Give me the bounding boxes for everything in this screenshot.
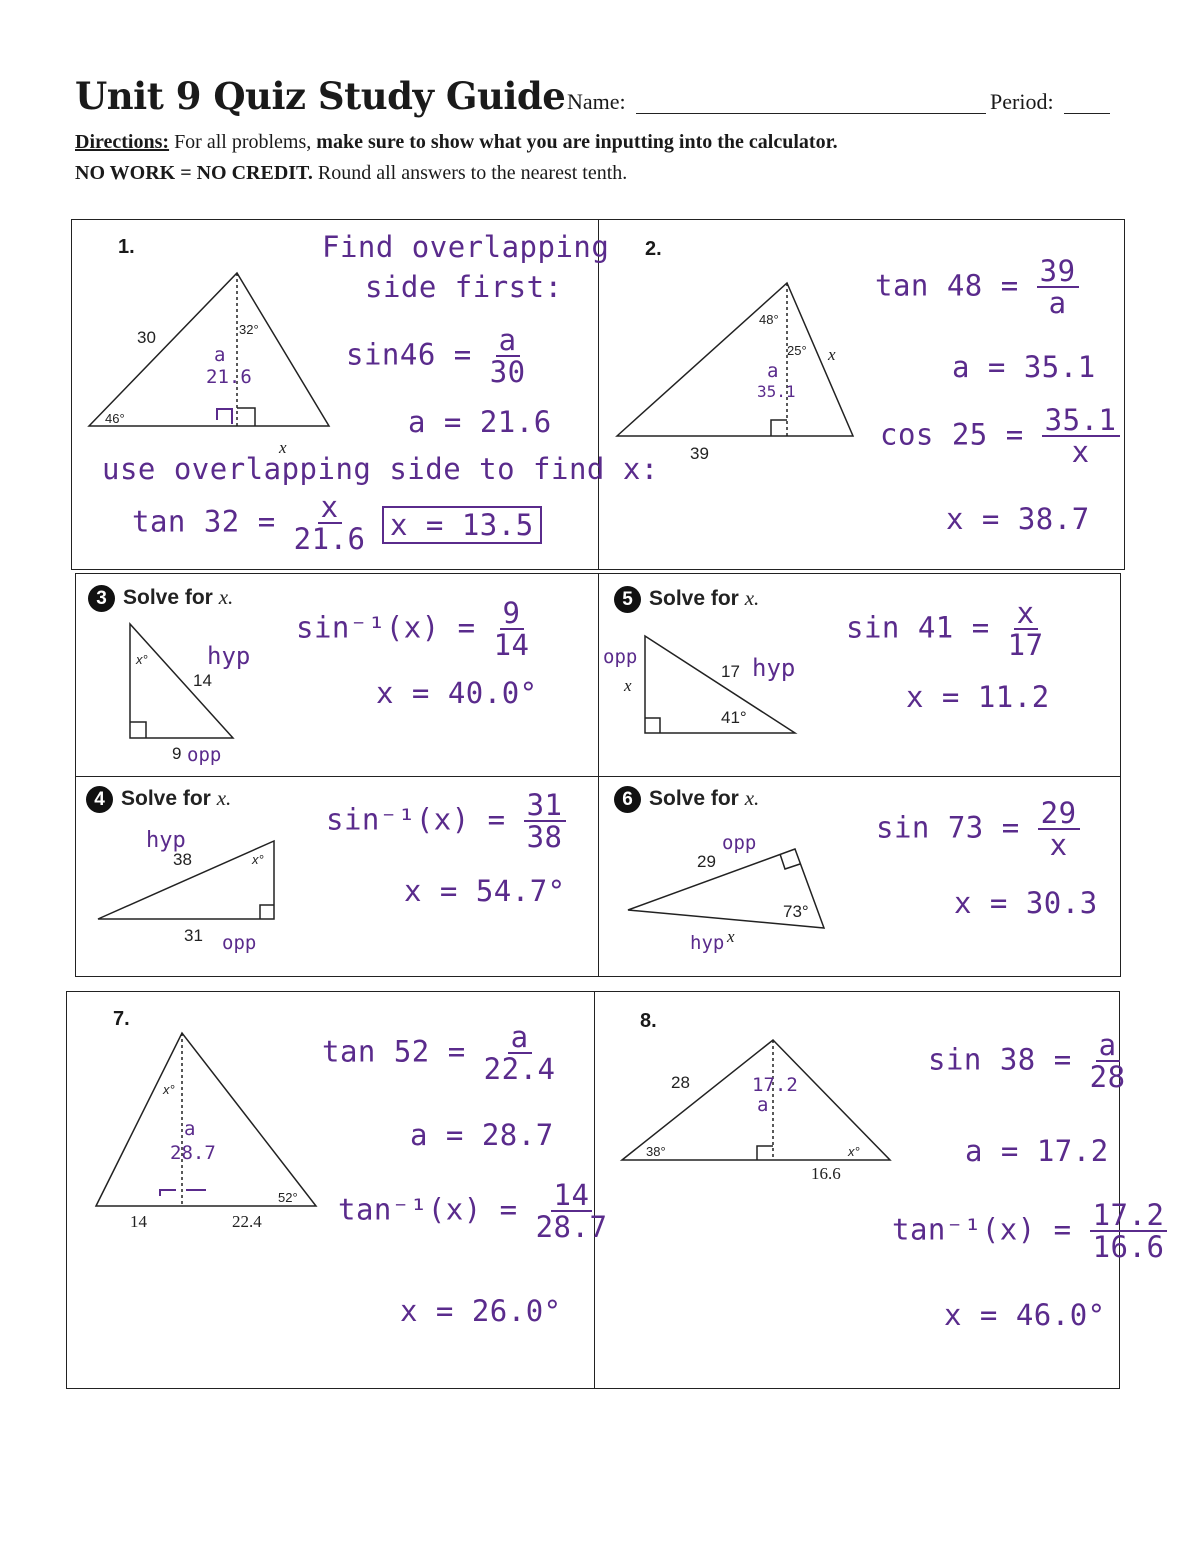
angle-label: 41° [721, 708, 747, 727]
handwritten-note: opp [187, 744, 222, 766]
triangle-8 [622, 1040, 890, 1160]
handwritten-work: sin 38 = $\frac{a}{28}$ [928, 1028, 1126, 1095]
directions: Directions: For all problems, make sure to show what you are inputting into the calculator. NO WORK = NO CREDIT. Round all answers to the nearest tenth. [75, 131, 838, 184]
handwritten-note: a [214, 344, 226, 366]
problem-3-heading: 3 Solve for x. [88, 585, 233, 612]
side-label: 14 [193, 671, 212, 690]
handwritten-note: opp [603, 646, 638, 668]
side-label: 39 [690, 444, 709, 463]
handwritten-answer: x = 11.2 [906, 680, 1050, 714]
handwritten-work: tan⁻¹(x) = $\frac{14}{28.7}$ [338, 1178, 608, 1245]
angle-label: 73° [783, 902, 809, 921]
side-label: 22.4 [232, 1212, 262, 1231]
angle-label: x° [163, 1082, 175, 1097]
angle-label: 48° [759, 312, 779, 327]
page-title: Unit 9 Quiz Study Guide [75, 74, 566, 118]
angle-label: 25° [787, 343, 807, 358]
problem-3-badge: 3 [88, 585, 115, 612]
handwritten-note: opp [222, 932, 257, 954]
handwritten-work: a = 35.1 [952, 350, 1096, 384]
handwritten-work: a = 21.6 [408, 405, 552, 439]
handwritten-work: sin 41 = $\frac{x}{17}$ [846, 596, 1044, 663]
triangle-7 [96, 1033, 316, 1206]
handwritten-note: a [767, 360, 779, 382]
handwritten-note: hyp [752, 654, 796, 682]
answer-box: x = 13.5 [382, 506, 542, 544]
angle-label: x° [848, 1144, 860, 1159]
problem-6-heading: 6 Solve for x. [614, 786, 759, 813]
angle-label: x° [252, 852, 264, 867]
side-label: x [624, 676, 632, 695]
handwritten-note: hyp [690, 932, 725, 954]
handwritten-work: side first: [365, 270, 563, 304]
handwritten-note: a [757, 1094, 769, 1116]
handwritten-work: cos 25 = $\frac{35.1}{x}$ [880, 405, 1120, 468]
handwritten-work: sin⁻¹(x) = $\frac{31}{38}$ [326, 790, 566, 853]
handwritten-work: tan⁻¹(x) = $\frac{17.2}{16.6}$ [892, 1200, 1167, 1263]
period-label: Period: [990, 89, 1054, 114]
side-label: 29 [697, 852, 716, 871]
handwritten-note: 21.6 [206, 366, 252, 388]
directions-label: Directions: [75, 131, 170, 153]
side-label: 31 [184, 926, 203, 945]
handwritten-note: hyp [146, 828, 186, 853]
problem-5-heading: 5 Solve for x. [614, 586, 759, 613]
side-label: 38 [173, 850, 192, 869]
handwritten-work: sin 73 = $\frac{29}{x}$ [876, 798, 1080, 861]
handwritten-note: hyp [207, 642, 251, 670]
name-label: Name: [567, 89, 626, 114]
handwritten-work: tan 48 = $\frac{39}{a}$ [875, 256, 1079, 319]
problem-6-badge: 6 [614, 786, 641, 813]
side-label: x [828, 345, 836, 364]
problem-2-number: 2. [645, 238, 662, 260]
handwritten-work: a = 28.7 [410, 1118, 554, 1152]
handwritten-answer: x = 26.0° [400, 1294, 562, 1328]
handwritten-note: 17.2 [752, 1074, 798, 1096]
problem-8-number: 8. [640, 1010, 657, 1032]
handwritten-work: a = 17.2 [965, 1134, 1109, 1168]
side-label: 16.6 [811, 1164, 841, 1183]
problem-4-badge: 4 [86, 786, 113, 813]
side-label: x [279, 438, 287, 457]
handwritten-answer: x = 46.0° [944, 1298, 1106, 1332]
angle-label: 46° [105, 411, 125, 426]
triangle-5 [645, 636, 795, 733]
angle-label: 38° [646, 1144, 666, 1159]
side-label: 17 [721, 662, 740, 681]
handwritten-work: tan 52 = $\frac{a}{22.4}$ [322, 1020, 556, 1087]
handwritten-work: sin46 = $\frac{a}{30}$ [346, 323, 526, 390]
handwritten-answer: x = 30.3 [954, 886, 1098, 920]
handwritten-work: use overlapping side to find x: [102, 452, 659, 486]
handwritten-work: tan 32 = $\frac{x}{21.6}$ [132, 490, 366, 557]
handwritten-note: 35.1 [757, 382, 796, 401]
side-label: 9 [172, 744, 182, 763]
triangle-1 [89, 273, 329, 426]
angle-label: x° [136, 652, 148, 667]
side-label: x [727, 927, 735, 946]
angle-label: 32° [239, 322, 259, 337]
side-label: 28 [671, 1073, 690, 1092]
handwritten-note: 28.7 [170, 1142, 216, 1164]
problem-1-number: 1. [118, 236, 135, 258]
side-label: 14 [130, 1212, 147, 1231]
handwritten-answer: x = 54.7° [404, 874, 566, 908]
problem-4-heading: 4 Solve for x. [86, 786, 231, 813]
problem-5-badge: 5 [614, 586, 641, 613]
handwritten-note: opp [722, 832, 757, 854]
handwritten-answer: x = 40.0° [376, 676, 538, 710]
handwritten-note: a [184, 1118, 196, 1140]
handwritten-answer: x = 38.7 [946, 502, 1090, 536]
handwritten-work: Find overlapping [322, 230, 610, 264]
handwritten-work: sin⁻¹(x) = $\frac{9}{14}$ [296, 596, 530, 663]
triangle-2 [617, 283, 853, 436]
problem-7-number: 7. [113, 1008, 130, 1030]
side-label: 30 [137, 328, 156, 347]
angle-label: 52° [278, 1190, 298, 1205]
